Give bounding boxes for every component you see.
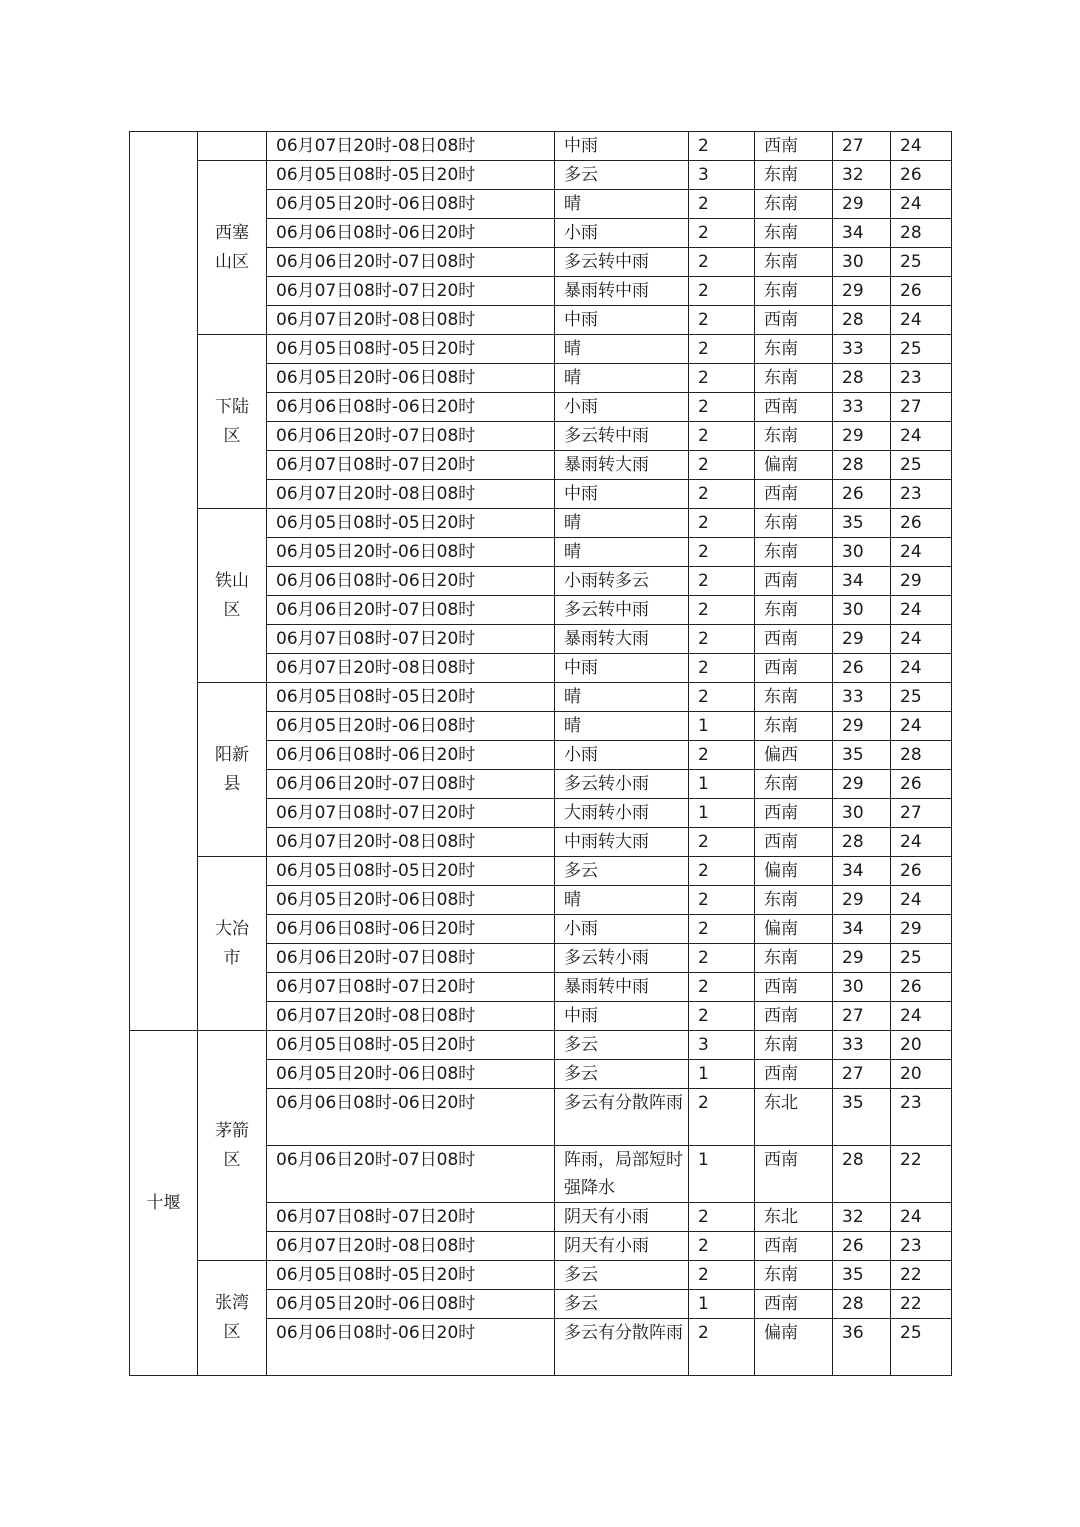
temp-low-cell: 25 bbox=[891, 944, 952, 973]
temp-high-cell: 30 bbox=[833, 596, 891, 625]
wind-direction-cell: 偏南 bbox=[755, 451, 833, 480]
temp-low-cell: 23 bbox=[891, 480, 952, 509]
wind-level-cell: 1 bbox=[689, 712, 755, 741]
wind-level-cell: 3 bbox=[689, 161, 755, 190]
period-cell: 06月06日08时-06日20时 bbox=[267, 915, 555, 944]
weather-cell: 小雨 bbox=[555, 393, 689, 422]
table-row bbox=[130, 1031, 952, 1060]
temp-high-cell: 28 bbox=[833, 828, 891, 857]
weather-cell: 大雨转小雨 bbox=[555, 799, 689, 828]
wind-level-cell: 2 bbox=[689, 248, 755, 277]
wind-level-cell: 2 bbox=[689, 625, 755, 654]
temp-low-cell: 24 bbox=[891, 306, 952, 335]
wind-direction-cell: 偏南 bbox=[755, 1319, 833, 1376]
temp-low-cell: 24 bbox=[891, 596, 952, 625]
temp-low-cell: 25 bbox=[891, 1319, 952, 1376]
temp-low-cell: 25 bbox=[891, 248, 952, 277]
wind-level-cell: 2 bbox=[689, 828, 755, 857]
wind-direction-cell: 东南 bbox=[755, 509, 833, 538]
weather-cell: 小雨 bbox=[555, 219, 689, 248]
period-cell: 06月07日20时-08日08时 bbox=[267, 480, 555, 509]
temp-high-cell: 30 bbox=[833, 799, 891, 828]
weather-cell: 中雨 bbox=[555, 480, 689, 509]
wind-direction-cell: 东南 bbox=[755, 596, 833, 625]
wind-level-cell: 2 bbox=[689, 538, 755, 567]
weather-cell: 阵雨，局部短时强降水 bbox=[555, 1146, 689, 1203]
temp-low-cell: 24 bbox=[891, 625, 952, 654]
wind-direction-cell: 东南 bbox=[755, 364, 833, 393]
wind-direction-cell: 西南 bbox=[755, 828, 833, 857]
wind-level-cell: 2 bbox=[689, 422, 755, 451]
temp-high-cell: 29 bbox=[833, 422, 891, 451]
temp-high-cell: 35 bbox=[833, 1261, 891, 1290]
table-row bbox=[130, 132, 952, 161]
period-cell: 06月06日20时-07日08时 bbox=[267, 944, 555, 973]
wind-direction-cell: 西南 bbox=[755, 625, 833, 654]
weather-cell: 暴雨转大雨 bbox=[555, 625, 689, 654]
table-row bbox=[130, 683, 952, 712]
wind-level-cell: 2 bbox=[689, 654, 755, 683]
wind-level-cell: 2 bbox=[689, 277, 755, 306]
district-cell: 大冶市 bbox=[198, 857, 267, 1031]
weather-cell: 多云 bbox=[555, 161, 689, 190]
weather-cell: 晴 bbox=[555, 538, 689, 567]
wind-level-cell: 1 bbox=[689, 1146, 755, 1203]
period-cell: 06月06日20时-07日08时 bbox=[267, 1146, 555, 1203]
wind-direction-cell: 西南 bbox=[755, 973, 833, 1002]
temp-low-cell: 29 bbox=[891, 567, 952, 596]
wind-direction-cell: 东南 bbox=[755, 683, 833, 712]
temp-high-cell: 29 bbox=[833, 770, 891, 799]
wind-level-cell: 3 bbox=[689, 1031, 755, 1060]
wind-level-cell: 2 bbox=[689, 1261, 755, 1290]
wind-level-cell: 1 bbox=[689, 799, 755, 828]
temp-low-cell: 26 bbox=[891, 770, 952, 799]
table-row bbox=[130, 857, 952, 886]
period-cell: 06月07日08时-07日20时 bbox=[267, 277, 555, 306]
district-cell bbox=[198, 132, 267, 161]
period-cell: 06月07日08时-07日20时 bbox=[267, 451, 555, 480]
temp-high-cell: 28 bbox=[833, 1290, 891, 1319]
period-cell: 06月06日08时-06日20时 bbox=[267, 1319, 555, 1376]
wind-direction-cell: 西南 bbox=[755, 393, 833, 422]
wind-level-cell: 2 bbox=[689, 219, 755, 248]
temp-high-cell: 32 bbox=[833, 161, 891, 190]
wind-level-cell: 2 bbox=[689, 132, 755, 161]
weather-cell: 多云转中雨 bbox=[555, 248, 689, 277]
weather-cell: 多云有分散阵雨 bbox=[555, 1319, 689, 1376]
period-cell: 06月05日20时-06日08时 bbox=[267, 712, 555, 741]
temp-high-cell: 33 bbox=[833, 335, 891, 364]
city-cell: 十堰 bbox=[130, 1031, 198, 1376]
wind-level-cell: 2 bbox=[689, 393, 755, 422]
period-cell: 06月05日08时-05日20时 bbox=[267, 1261, 555, 1290]
period-cell: 06月05日08时-05日20时 bbox=[267, 509, 555, 538]
wind-level-cell: 2 bbox=[689, 1002, 755, 1031]
wind-direction-cell: 东南 bbox=[755, 335, 833, 364]
wind-level-cell: 2 bbox=[689, 567, 755, 596]
period-cell: 06月07日20时-08日08时 bbox=[267, 1002, 555, 1031]
period-cell: 06月05日20时-06日08时 bbox=[267, 190, 555, 219]
weather-cell: 中雨 bbox=[555, 132, 689, 161]
weather-cell: 晴 bbox=[555, 886, 689, 915]
temp-low-cell: 25 bbox=[891, 683, 952, 712]
weather-cell: 晴 bbox=[555, 683, 689, 712]
temp-low-cell: 28 bbox=[891, 219, 952, 248]
wind-direction-cell: 偏南 bbox=[755, 915, 833, 944]
temp-low-cell: 22 bbox=[891, 1261, 952, 1290]
period-cell: 06月07日08时-07日20时 bbox=[267, 799, 555, 828]
temp-low-cell: 28 bbox=[891, 741, 952, 770]
wind-direction-cell: 东南 bbox=[755, 422, 833, 451]
wind-level-cell: 2 bbox=[689, 480, 755, 509]
temp-high-cell: 28 bbox=[833, 1146, 891, 1203]
temp-high-cell: 33 bbox=[833, 393, 891, 422]
temp-low-cell: 24 bbox=[891, 1002, 952, 1031]
period-cell: 06月05日20时-06日08时 bbox=[267, 1060, 555, 1089]
wind-level-cell: 2 bbox=[689, 451, 755, 480]
temp-low-cell: 25 bbox=[891, 451, 952, 480]
weather-cell: 多云转小雨 bbox=[555, 770, 689, 799]
district-cell: 下陆区 bbox=[198, 335, 267, 509]
district-cell: 阳新县 bbox=[198, 683, 267, 857]
weather-cell: 暴雨转中雨 bbox=[555, 973, 689, 1002]
wind-level-cell: 2 bbox=[689, 1232, 755, 1261]
wind-direction-cell: 东南 bbox=[755, 248, 833, 277]
district-cell: 张湾区 bbox=[198, 1261, 267, 1376]
weather-cell: 多云 bbox=[555, 1261, 689, 1290]
wind-level-cell: 2 bbox=[689, 190, 755, 219]
temp-low-cell: 23 bbox=[891, 1089, 952, 1146]
temp-high-cell: 30 bbox=[833, 538, 891, 567]
temp-low-cell: 22 bbox=[891, 1290, 952, 1319]
wind-level-cell: 2 bbox=[689, 886, 755, 915]
temp-high-cell: 29 bbox=[833, 625, 891, 654]
temp-low-cell: 26 bbox=[891, 509, 952, 538]
weather-cell: 多云转小雨 bbox=[555, 944, 689, 973]
wind-level-cell: 2 bbox=[689, 306, 755, 335]
temp-low-cell: 26 bbox=[891, 973, 952, 1002]
temp-low-cell: 26 bbox=[891, 277, 952, 306]
temp-low-cell: 26 bbox=[891, 857, 952, 886]
temp-high-cell: 33 bbox=[833, 683, 891, 712]
wind-direction-cell: 偏西 bbox=[755, 741, 833, 770]
temp-low-cell: 27 bbox=[891, 393, 952, 422]
temp-low-cell: 27 bbox=[891, 799, 952, 828]
period-cell: 06月07日20时-08日08时 bbox=[267, 654, 555, 683]
period-cell: 06月05日20时-06日08时 bbox=[267, 1290, 555, 1319]
weather-cell: 阴天有小雨 bbox=[555, 1203, 689, 1232]
period-cell: 06月06日08时-06日20时 bbox=[267, 741, 555, 770]
wind-level-cell: 2 bbox=[689, 596, 755, 625]
temp-high-cell: 35 bbox=[833, 741, 891, 770]
wind-level-cell: 1 bbox=[689, 1290, 755, 1319]
temp-high-cell: 28 bbox=[833, 364, 891, 393]
weather-cell: 暴雨转中雨 bbox=[555, 277, 689, 306]
wind-direction-cell: 西南 bbox=[755, 1146, 833, 1203]
weather-cell: 晴 bbox=[555, 712, 689, 741]
wind-direction-cell: 东南 bbox=[755, 1031, 833, 1060]
period-cell: 06月06日08时-06日20时 bbox=[267, 219, 555, 248]
wind-level-cell: 2 bbox=[689, 683, 755, 712]
weather-cell: 多云有分散阵雨 bbox=[555, 1089, 689, 1146]
table-row bbox=[130, 509, 952, 538]
temp-low-cell: 26 bbox=[891, 161, 952, 190]
period-cell: 06月05日20时-06日08时 bbox=[267, 364, 555, 393]
period-cell: 06月06日20时-07日08时 bbox=[267, 422, 555, 451]
weather-cell: 多云转中雨 bbox=[555, 596, 689, 625]
wind-direction-cell: 西南 bbox=[755, 480, 833, 509]
temp-low-cell: 23 bbox=[891, 364, 952, 393]
period-cell: 06月07日20时-08日08时 bbox=[267, 828, 555, 857]
wind-direction-cell: 东北 bbox=[755, 1089, 833, 1146]
temp-high-cell: 34 bbox=[833, 567, 891, 596]
weather-cell: 中雨 bbox=[555, 306, 689, 335]
wind-level-cell: 2 bbox=[689, 944, 755, 973]
temp-high-cell: 35 bbox=[833, 509, 891, 538]
weather-cell: 小雨转多云 bbox=[555, 567, 689, 596]
wind-level-cell: 1 bbox=[689, 770, 755, 799]
wind-direction-cell: 东南 bbox=[755, 219, 833, 248]
wind-level-cell: 1 bbox=[689, 1060, 755, 1089]
wind-level-cell: 2 bbox=[689, 1089, 755, 1146]
temp-high-cell: 26 bbox=[833, 1232, 891, 1261]
period-cell: 06月06日20时-07日08时 bbox=[267, 248, 555, 277]
temp-high-cell: 27 bbox=[833, 132, 891, 161]
wind-direction-cell: 偏南 bbox=[755, 857, 833, 886]
period-cell: 06月07日08时-07日20时 bbox=[267, 1203, 555, 1232]
temp-low-cell: 24 bbox=[891, 190, 952, 219]
temp-low-cell: 29 bbox=[891, 915, 952, 944]
wind-direction-cell: 西南 bbox=[755, 567, 833, 596]
weather-cell: 多云 bbox=[555, 1031, 689, 1060]
district-cell: 铁山区 bbox=[198, 509, 267, 683]
temp-low-cell: 20 bbox=[891, 1031, 952, 1060]
wind-direction-cell: 西南 bbox=[755, 1290, 833, 1319]
period-cell: 06月05日08时-05日20时 bbox=[267, 335, 555, 364]
temp-low-cell: 24 bbox=[891, 886, 952, 915]
wind-level-cell: 2 bbox=[689, 335, 755, 364]
temp-high-cell: 27 bbox=[833, 1060, 891, 1089]
period-cell: 06月05日08时-05日20时 bbox=[267, 857, 555, 886]
weather-cell: 中雨转大雨 bbox=[555, 828, 689, 857]
wind-direction-cell: 东南 bbox=[755, 538, 833, 567]
wind-direction-cell: 东南 bbox=[755, 770, 833, 799]
period-cell: 06月07日08时-07日20时 bbox=[267, 625, 555, 654]
temp-high-cell: 34 bbox=[833, 219, 891, 248]
temp-high-cell: 29 bbox=[833, 277, 891, 306]
wind-level-cell: 2 bbox=[689, 973, 755, 1002]
temp-high-cell: 26 bbox=[833, 654, 891, 683]
temp-low-cell: 24 bbox=[891, 132, 952, 161]
weather-cell: 晴 bbox=[555, 190, 689, 219]
period-cell: 06月07日20时-08日08时 bbox=[267, 306, 555, 335]
district-cell: 西塞山区 bbox=[198, 161, 267, 335]
weather-cell: 暴雨转大雨 bbox=[555, 451, 689, 480]
temp-low-cell: 25 bbox=[891, 335, 952, 364]
period-cell: 06月07日08时-07日20时 bbox=[267, 973, 555, 1002]
weather-cell: 晴 bbox=[555, 335, 689, 364]
wind-direction-cell: 西南 bbox=[755, 1002, 833, 1031]
wind-direction-cell: 西南 bbox=[755, 132, 833, 161]
temp-high-cell: 34 bbox=[833, 857, 891, 886]
weather-cell: 晴 bbox=[555, 364, 689, 393]
weather-cell: 中雨 bbox=[555, 654, 689, 683]
weather-cell: 中雨 bbox=[555, 1002, 689, 1031]
period-cell: 06月05日08时-05日20时 bbox=[267, 1031, 555, 1060]
weather-cell: 晴 bbox=[555, 509, 689, 538]
temp-low-cell: 24 bbox=[891, 828, 952, 857]
city-cell bbox=[130, 132, 198, 1031]
wind-direction-cell: 东南 bbox=[755, 886, 833, 915]
wind-direction-cell: 东北 bbox=[755, 1203, 833, 1232]
period-cell: 06月06日08时-06日20时 bbox=[267, 393, 555, 422]
weather-cell: 多云转中雨 bbox=[555, 422, 689, 451]
temp-high-cell: 28 bbox=[833, 451, 891, 480]
wind-direction-cell: 西南 bbox=[755, 654, 833, 683]
temp-low-cell: 24 bbox=[891, 1203, 952, 1232]
temp-high-cell: 29 bbox=[833, 712, 891, 741]
weather-cell: 阴天有小雨 bbox=[555, 1232, 689, 1261]
weather-forecast-table bbox=[129, 131, 952, 1376]
weather-cell: 多云 bbox=[555, 857, 689, 886]
period-cell: 06月06日08时-06日20时 bbox=[267, 1089, 555, 1146]
period-cell: 06月05日08时-05日20时 bbox=[267, 683, 555, 712]
temp-low-cell: 22 bbox=[891, 1146, 952, 1203]
wind-level-cell: 2 bbox=[689, 741, 755, 770]
period-cell: 06月05日20时-06日08时 bbox=[267, 538, 555, 567]
temp-high-cell: 34 bbox=[833, 915, 891, 944]
weather-cell: 小雨 bbox=[555, 915, 689, 944]
temp-high-cell: 26 bbox=[833, 480, 891, 509]
temp-high-cell: 32 bbox=[833, 1203, 891, 1232]
temp-high-cell: 29 bbox=[833, 190, 891, 219]
table-row bbox=[130, 161, 952, 190]
wind-level-cell: 2 bbox=[689, 915, 755, 944]
wind-direction-cell: 东南 bbox=[755, 1261, 833, 1290]
temp-high-cell: 30 bbox=[833, 973, 891, 1002]
temp-low-cell: 24 bbox=[891, 654, 952, 683]
temp-low-cell: 24 bbox=[891, 422, 952, 451]
wind-direction-cell: 东南 bbox=[755, 277, 833, 306]
wind-direction-cell: 西南 bbox=[755, 1232, 833, 1261]
weather-cell: 多云 bbox=[555, 1060, 689, 1089]
wind-direction-cell: 西南 bbox=[755, 306, 833, 335]
district-cell: 茅箭区 bbox=[198, 1031, 267, 1261]
period-cell: 06月05日08时-05日20时 bbox=[267, 161, 555, 190]
wind-direction-cell: 东南 bbox=[755, 190, 833, 219]
temp-low-cell: 24 bbox=[891, 538, 952, 567]
wind-direction-cell: 东南 bbox=[755, 944, 833, 973]
table-row bbox=[130, 1261, 952, 1290]
temp-high-cell: 36 bbox=[833, 1319, 891, 1376]
wind-direction-cell: 西南 bbox=[755, 1060, 833, 1089]
temp-high-cell: 27 bbox=[833, 1002, 891, 1031]
temp-high-cell: 35 bbox=[833, 1089, 891, 1146]
wind-direction-cell: 西南 bbox=[755, 799, 833, 828]
table-row bbox=[130, 335, 952, 364]
period-cell: 06月05日20时-06日08时 bbox=[267, 886, 555, 915]
wind-level-cell: 2 bbox=[689, 857, 755, 886]
period-cell: 06月07日20时-08日08时 bbox=[267, 132, 555, 161]
temp-high-cell: 33 bbox=[833, 1031, 891, 1060]
temp-low-cell: 24 bbox=[891, 712, 952, 741]
period-cell: 06月06日08时-06日20时 bbox=[267, 567, 555, 596]
period-cell: 06月06日20时-07日08时 bbox=[267, 596, 555, 625]
temp-high-cell: 28 bbox=[833, 306, 891, 335]
weather-cell: 小雨 bbox=[555, 741, 689, 770]
wind-direction-cell: 东南 bbox=[755, 161, 833, 190]
period-cell: 06月06日20时-07日08时 bbox=[267, 770, 555, 799]
temp-low-cell: 20 bbox=[891, 1060, 952, 1089]
wind-level-cell: 2 bbox=[689, 1203, 755, 1232]
wind-level-cell: 2 bbox=[689, 509, 755, 538]
weather-cell: 多云 bbox=[555, 1290, 689, 1319]
period-cell: 06月07日20时-08日08时 bbox=[267, 1232, 555, 1261]
temp-high-cell: 29 bbox=[833, 944, 891, 973]
wind-level-cell: 2 bbox=[689, 1319, 755, 1376]
wind-level-cell: 2 bbox=[689, 364, 755, 393]
wind-direction-cell: 东南 bbox=[755, 712, 833, 741]
temp-low-cell: 23 bbox=[891, 1232, 952, 1261]
temp-high-cell: 30 bbox=[833, 248, 891, 277]
temp-high-cell: 29 bbox=[833, 886, 891, 915]
